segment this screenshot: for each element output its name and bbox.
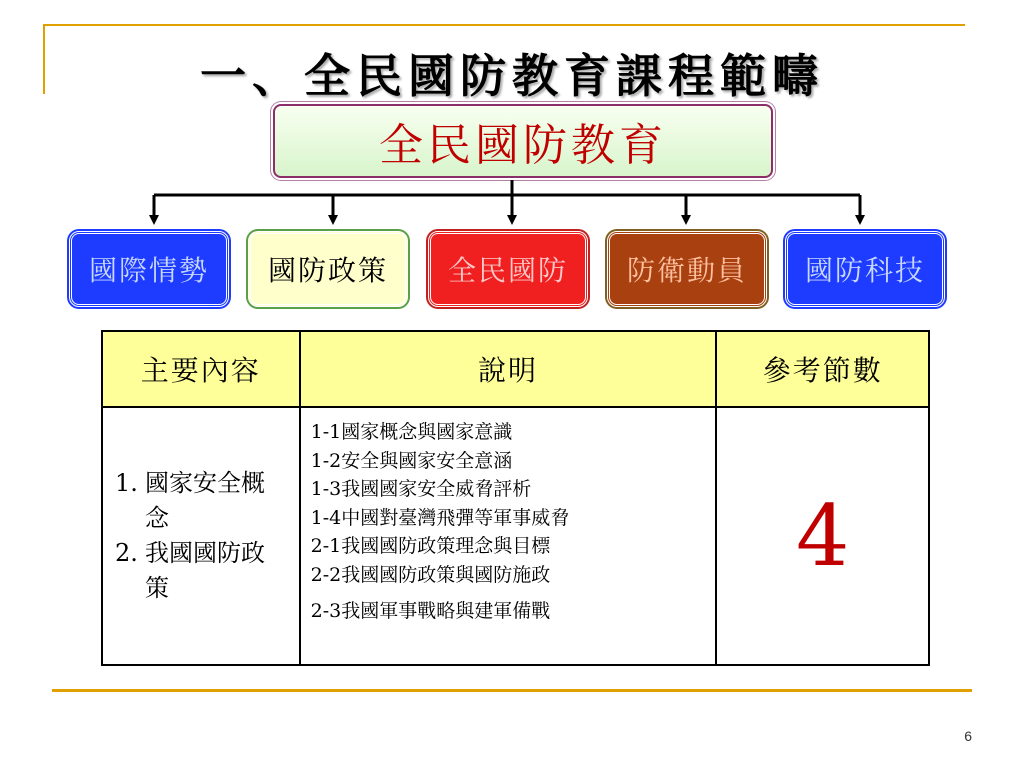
description-line: 1-4中國對臺灣飛彈等軍事威脅	[310, 506, 570, 529]
description-line: 1-3我國國家安全威脅評析	[310, 478, 532, 500]
description-line: 1-2安全與國家安全意涵	[310, 449, 513, 472]
main-item-text: 國家安全概念	[145, 469, 265, 533]
header-reference-sessions: 參考節數	[716, 331, 929, 407]
main-item-number: 2.	[115, 539, 138, 567]
decorative-bottom-line	[52, 689, 972, 692]
description-cell	[300, 407, 717, 665]
description-line: 1-1國家概念與國家意識	[310, 421, 513, 443]
category-defense-technology: 國防科技	[785, 231, 945, 307]
main-item	[115, 466, 287, 536]
category-all-out-defense: 全民國防	[428, 231, 588, 307]
content-table	[101, 330, 930, 666]
main-content-cell	[102, 407, 300, 665]
header-main-content: 主要內容	[102, 331, 300, 407]
description-line: 2-3我國軍事戰略與建軍備戰	[310, 600, 551, 622]
page-number: 6	[964, 728, 972, 744]
header-description: 說明	[300, 331, 717, 407]
main-item-number: 1.	[115, 469, 138, 498]
description-line: 2-2我國國防政策與國防施政	[310, 563, 551, 586]
table-row	[102, 407, 929, 665]
category-international-situation: 國際情勢	[69, 231, 229, 307]
table-header-row	[102, 331, 929, 407]
category-defense-mobilization: 防衛動員	[607, 231, 767, 307]
root-node: 全民國防教育	[273, 104, 773, 178]
description-line: 2-1我國國防政策理念與目標	[310, 535, 551, 557]
slide-title: 一、全民國防教育課程範疇	[200, 49, 824, 103]
main-item	[115, 536, 287, 606]
main-item-text: 我國國防政策	[145, 539, 265, 602]
reference-sessions-cell: 4	[716, 407, 929, 665]
category-defense-policy: 國防政策	[248, 231, 408, 307]
